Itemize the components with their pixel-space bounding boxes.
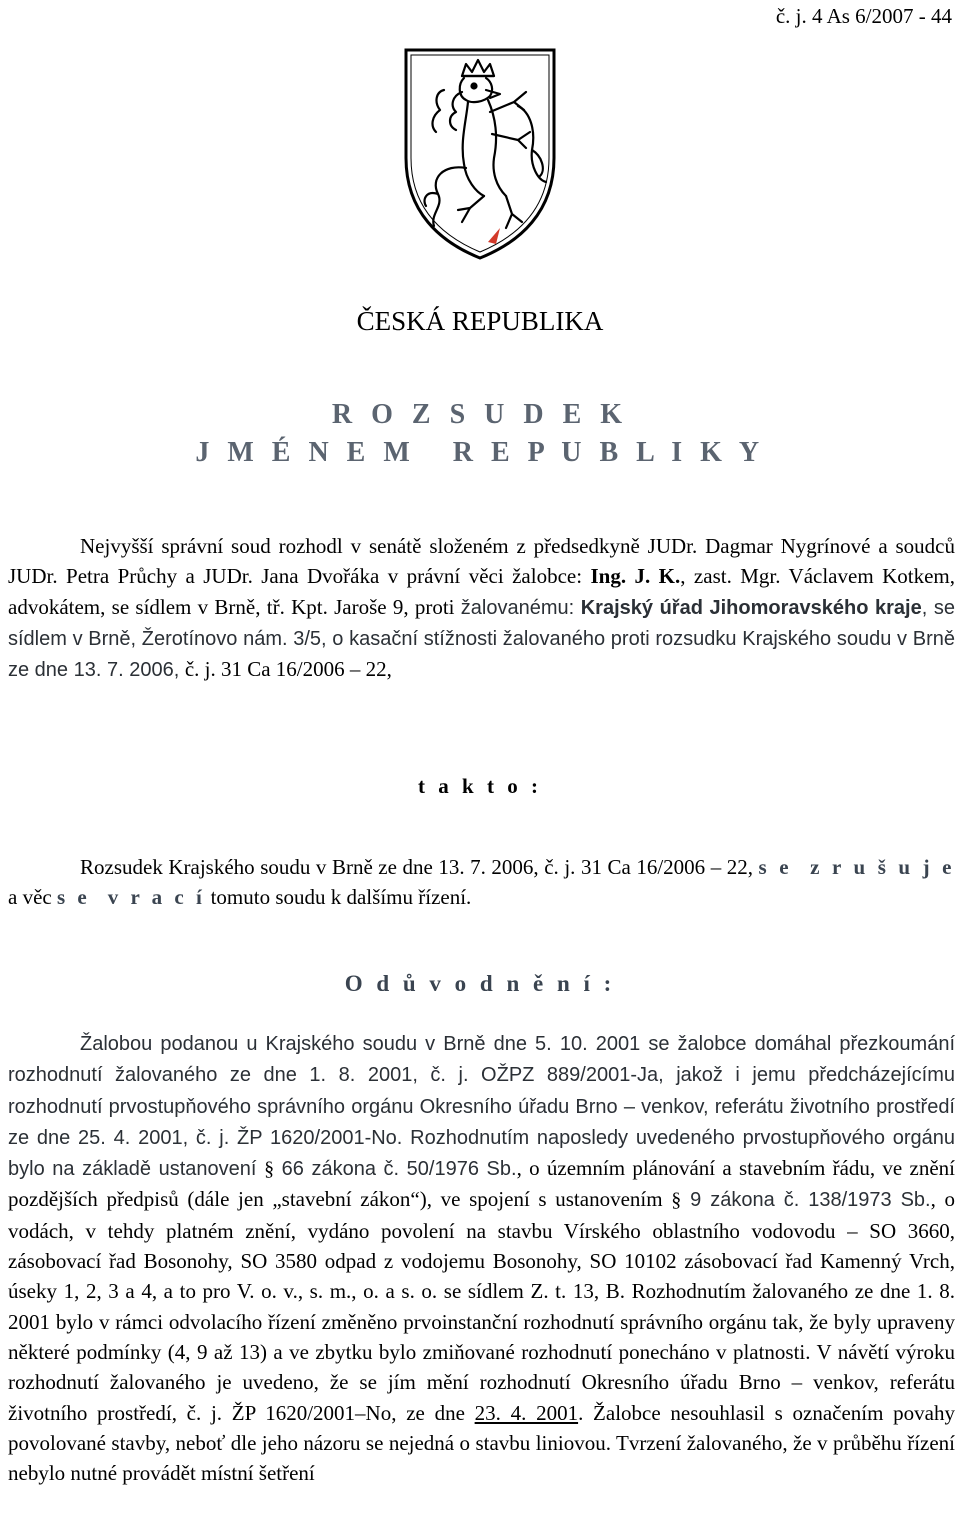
- underlined-date: 23. 4. 2001: [474, 1400, 579, 1425]
- coat-of-arms-icon: [400, 46, 560, 262]
- body-text-2: 66 zákona č. 50/1976 Sb.: [274, 1158, 517, 1181]
- verdict-paragraph: [8, 852, 955, 913]
- document-title: R O Z S U D E K: [331, 399, 629, 430]
- case-number: č. j. 4 As 6/2007 - 44: [775, 4, 952, 28]
- intro-text-4: , se sídlem v Brně, Žerotínovo nám. 3/5, o kasační stížnosti žalovaného proti rozsudku Krajského soudu v Brně ze dne 13. 7. 2006,: [8, 596, 955, 682]
- intro-paragraph: [8, 531, 955, 685]
- intro-text-3: žalovanému:: [460, 596, 581, 619]
- intro-text-1: Nejvyšší správní soud rozhodl v senátě složeném z předsedkyně JUDr. Dagmar Nygrínové a soudců JUDr. Petra Průchy a JUDr. Jana Dvořáka v právní věci žalobce:: [8, 534, 955, 589]
- plaintiff-name: Ing. J. K.: [590, 564, 681, 589]
- reasoning-heading: O d ů v o d n ě n í :: [344, 971, 616, 996]
- body-text-4: 9 zákona č. 138/1973 Sb.: [681, 1189, 931, 1212]
- body-text-6: . Žalobce nesouhlasil s označením povahy povolované stavby, neboť dle jeho názoru se nejedná o stavbu liniovou. Tvrzení žalovaného, že v průběhu řízení nebylo nutné provádět místní šetření: [8, 1400, 956, 1486]
- country-name: ČESKÁ REPUBLIKA: [356, 306, 604, 336]
- intro-text-2: , zast. Mgr. Václavem Kotkem, advokátem, se sídlem v Brně, tř. Kpt. Jaroše 9, proti: [8, 564, 955, 619]
- section-sign-1: §: [264, 1158, 275, 1181]
- intro-text-5: č. j. 31 Ca 16/2006 – 22,: [184, 657, 392, 682]
- section-sign-2: §: [671, 1189, 682, 1212]
- body-text-3: , o územním plánování a stavebním řádu, ve znění pozdějších předpisů (dále jen „stavební zákon“), ve spojení s ustanovením: [8, 1156, 955, 1212]
- verdict-return: s e v r a c í: [56, 885, 206, 910]
- reasoning-paragraph: [8, 1028, 955, 1488]
- takto-heading: t a k t o :: [418, 774, 542, 798]
- body-text-1: Žalobou podanou u Krajského soudu v Brně dne 5. 10. 2001 se žalobce domáhal přezkoumání rozhodnutí žalovaného ze dne 1. 8. 2001, č. j. OŽPZ 889/2001-Ja, jakož i jemu předcházejícímu rozhodnutí prvostupňového správního orgánu Okresního úřadu Brno – venkov, referátu životního prostředí ze dne 25. 4. 2001, č. j. ŽP 1620/2001-No. Rozhodnutím naposledy uvedeného prvostupňového orgánu bylo na základě ustanovení: [8, 1033, 955, 1181]
- verdict-annul: s e z r u š u j e: [758, 855, 955, 879]
- verdict-text-1: Rozsudek Krajského soudu v Brně ze dne 13. 7. 2006, č. j. 31 Ca 16/2006 – 22,: [80, 855, 759, 879]
- document-subtitle: J M É N E M R E P U B L I K Y: [195, 437, 765, 468]
- verdict-text-3: tomuto soudu k dalšímu řízení.: [205, 885, 472, 910]
- defendant-name: Krajský úřad Jihomoravského kraje: [580, 596, 922, 619]
- verdict-text-2: a věc: [8, 885, 57, 910]
- body-text-5: , o vodách, v tehdy platném znění, vydáno povolení na stavbu Vírského oblastního vodovodu – SO 3660, zásobovací řad Bosonohy, SO 3580 odpad z vodojemu Bosonohy, SO 10102 zásobovací řad Kamenný Vrch, úseky 1, 2, 3 a 4, a to pro V. o. v., s. m., o. a s. o. se sídlem Z. t. 13, B. Rozhodnutím žalovaného ze dne 1. 8. 2001 bylo v rámci odvolacího řízení změněno prvoinstanční rozhodnutí správního orgánu tak, že byly upraveny některé podmínky (4, 9 až 13) a ve zbytku bylo zmiňované rozhodnutí ponecháno v platnosti. V návětí výroku rozhodnutí žalovaného je uvedeno, že se jím mění rozhodnutí Okresního úřadu Brno – venkov, referátu životního prostředí, č. j. ŽP 1620/2001–No, ze dne: [8, 1187, 956, 1425]
